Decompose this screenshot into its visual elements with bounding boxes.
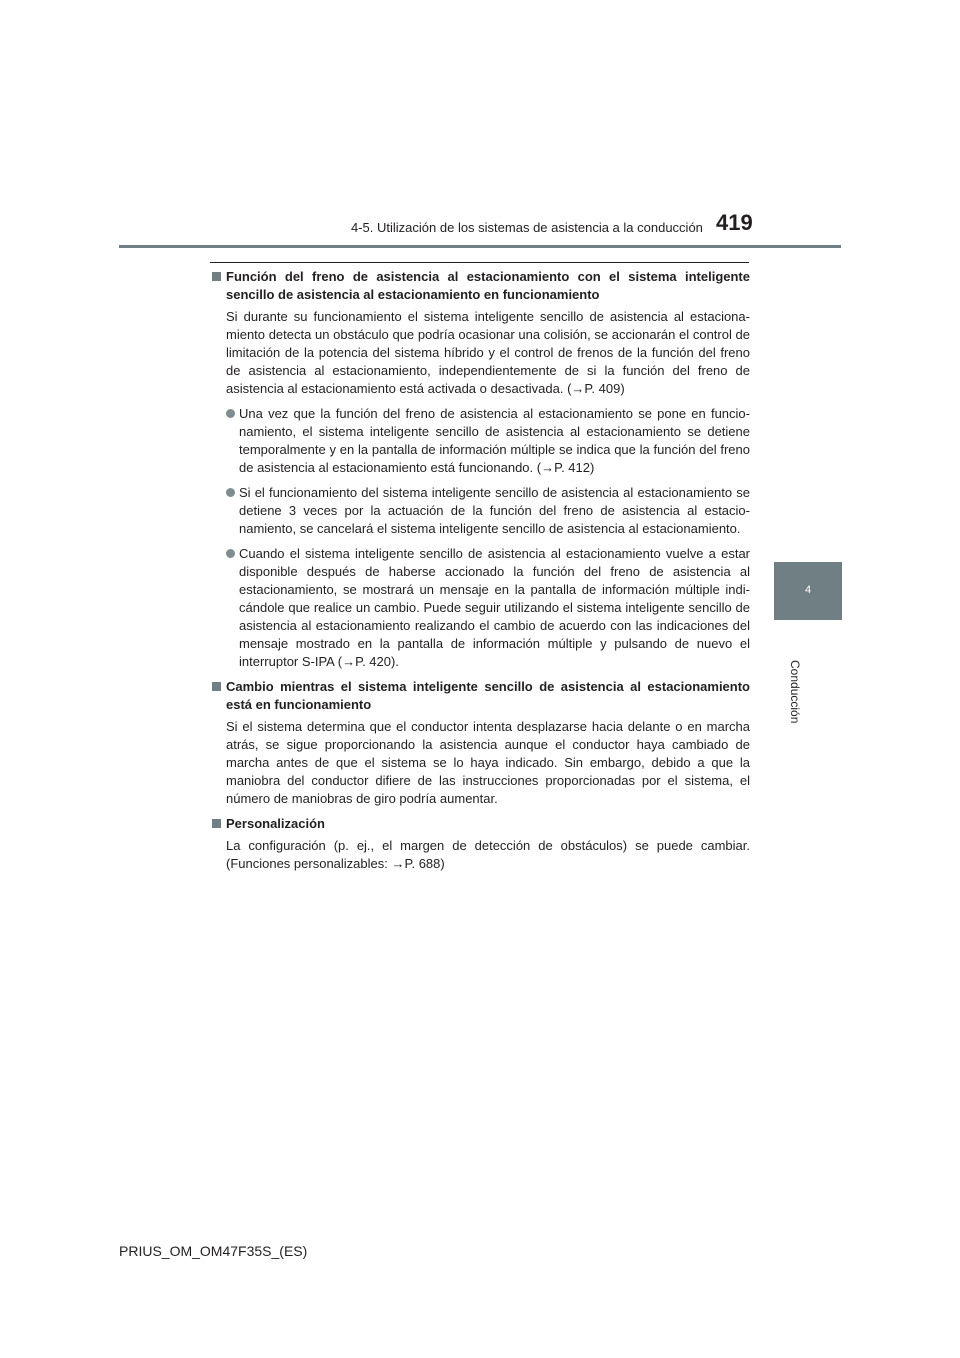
page-number: 419 [716,210,753,235]
section-heading-text: Función del freno de asistencia al estacionamiento con el sistema inteligente sencillo de asistencia al estacionamiento en funcionamiento [226,269,750,302]
square-bullet-icon [212,682,221,691]
list-item [226,545,750,671]
list-item-text: Cuando el sistema inteligente sencillo de asistencia al estacionamiento vuelve a estar disponible después de haberse accionado la función del freno de asistencia al estacionamiento, se mostrará un mensaje en la pantalla de información múltiple indicándole que realice un cambio. Puede seguir utilizando el sistema inteligente sencillo de asistencia al estacionamiento realizando el cambio de acuerdo con las indicaciones del mensaje mostrado en la pantalla de información múltiple y pulsando de nuevo el interruptor S-IPA (→P. 420). [239,546,750,669]
circle-bullet-icon [226,488,235,497]
chapter-tab-label: Conducción [788,660,802,724]
content-top-rule [210,262,749,263]
document-code: PRIUS_OM_OM47F35S_(ES) [119,1243,308,1259]
square-bullet-icon [212,819,221,828]
list-item [226,484,750,538]
circle-bullet-icon [226,409,235,418]
section-paragraph: Si el sistema determina que el conductor intenta desplazarse hacia delante o en marcha atrás, se sigue proporcionando la asistencia aunque el conductor haya cambiado de marcha antes de que el sistema se lo haya indicado. Sin embargo, debido a que la maniobra del conductor difiere de las instrucciones proporcionadas por el sistema, el número de maniobras de giro podría aumentar. [226,719,750,806]
header-rule [119,245,841,248]
section-parking-brake-function [211,268,750,671]
section-paragraph: Si durante su funcionamiento el sistema inteligente sencillo de asistencia al estacionamiento detecta un obstáculo que podría ocasionar una colisión, se accionarán el control de limitación de la potencia del sistema híbrido y el control de frenos de la función del freno de asistencia al estacionamiento, independientemente de si la función del freno de asistencia al estacionamiento está activada o desactivada. (→P. 409) [226,309,750,396]
square-bullet-icon [212,272,221,281]
circle-bullet-icon [226,549,235,558]
list-item-text: Si el funcionamiento del sistema inteligente sencillo de asistencia al estacionamiento se detiene 3 veces por la actuación de la función del freno de asistencia al estacionamiento, se cancelará el sistema inteligente sencillo de asistencia al estacionamiento. [239,485,750,536]
section-paragraph: La configuración (p. ej., el margen de detección de obstáculos) se puede cambiar. (Funciones personalizables: →P. 688) [226,838,750,871]
list-item-text: Una vez que la función del freno de asistencia al estacionamiento se pone en funcionamiento, el sistema inteligente sencillo de asistencia al estacionamiento se detiene temporalmente y en la pantalla de información múltiple se indica que la función del freno de asistencia al estacionamiento está funcionando. (→P. 412) [239,406,750,475]
section-heading-text: Personalización [226,816,325,831]
section-heading-text: Cambio mientras el sistema inteligente sencillo de asistencia al estacionamiento está en funcionamiento [226,679,750,712]
section-shifting [211,678,750,808]
list-item [226,405,750,477]
section-customization [211,815,750,873]
header-section-title: 4-5. Utilización de los sistemas de asistencia a la conducción [351,220,703,235]
content-body [211,268,750,880]
section-heading [211,268,750,304]
section-heading [211,815,750,833]
chapter-tab [774,562,842,620]
chapter-tab-number: 4 [804,584,812,596]
section-heading [211,678,750,714]
